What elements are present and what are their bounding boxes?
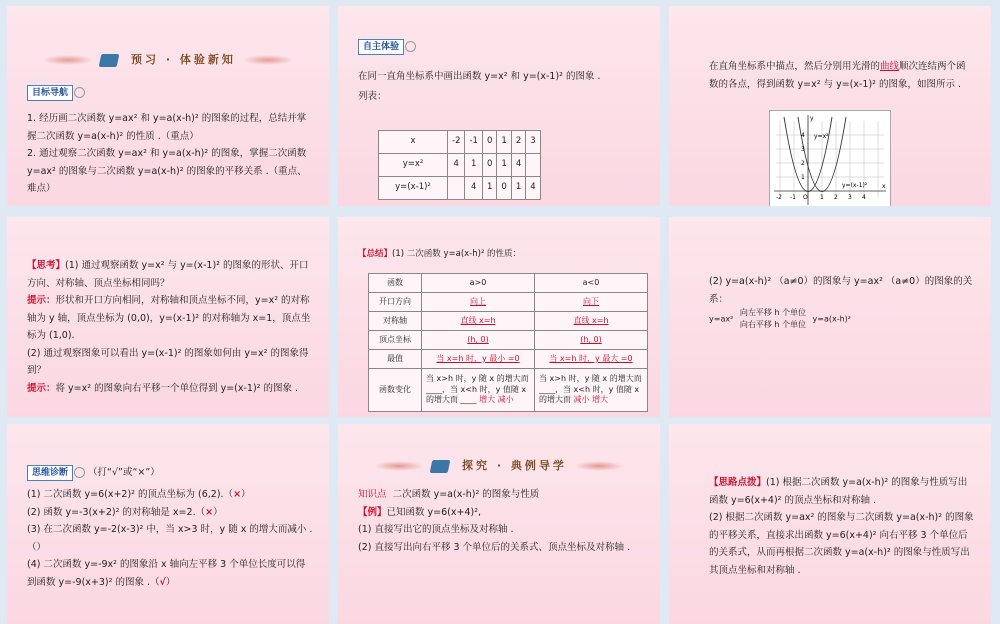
list-label: 列表：	[358, 91, 387, 102]
value-table	[378, 130, 541, 200]
svg-text:-1: -1	[790, 194, 796, 201]
slide-self-experience	[338, 6, 660, 206]
slide-preview	[7, 6, 329, 206]
goal-list	[27, 110, 313, 198]
svg-text:4: 4	[862, 194, 866, 201]
slide-diagnosis	[7, 424, 329, 624]
parabola-graph	[769, 110, 891, 206]
section-badge: 思维诊断	[27, 465, 73, 481]
book-icon	[99, 54, 120, 67]
list-item: (3) 在二次函数 y=-2(x-3)² 中，当 x>3 时，y 随 x 的增大而减小 .（）	[27, 524, 313, 553]
svg-text:O: O	[803, 194, 808, 201]
relation-text: (2) y=a(x-h)² （a≠0）的图象与 y=ax² （a≠0）的图象的关系：	[709, 276, 973, 305]
book-icon	[430, 460, 451, 473]
arrow-right: 向右平移 h 个单位	[739, 320, 806, 329]
graph-description: 在直角坐标系中描点，然后分别用光滑的曲线顺次连结两个函数的各点，得到函数 y=x² 与 y=(x-1)² 的图象，如图所示 .	[709, 61, 966, 90]
svg-text:-2: -2	[776, 194, 782, 201]
slide-summary	[338, 217, 660, 417]
example-content: 知识点 二次函数 y=a(x-h)² 的图象与性质 【例】已知函数 y=6(x+4)², (1) 直接写出它的顶点坐标及对称轴 . (2) 直接写出向右平移 3 个单位后的关系式、顶点坐标及对称轴 .	[358, 489, 631, 553]
list-item: (4) 二次函数 y=-9x² 的图象沿 x 轴向左平移 3 个单位长度可以得到函数 y=-9(x+3)² 的图象 .（√）	[27, 559, 306, 588]
translation-diagram: y=ax² 向左平移 h 个单位 向右平移 h 个单位 y=a(x-h)²	[709, 308, 852, 329]
hint-content: 【思路点拨】(1) 根据二次函数 y=a(x-h)² 的图象与性质写出函数 y=6(x+4)² 的顶点坐标和对称轴 . (2) 根据二次函数 y=ax² 的图象与二次函数 y=a(x-h)² 的图象的平移关系，直接求出函数 y=6(x+4)² 向右平移 3 个单位后的关系式，从而再根据二次函数 y=a(x-h)² 的图象与性质写出其顶点坐标和对称轴 .	[709, 477, 974, 576]
svg-text:y: y	[810, 115, 814, 122]
slide-translation	[669, 217, 991, 417]
svg-text:2: 2	[834, 194, 838, 201]
svg-text:4: 4	[801, 132, 805, 139]
banner-decor	[43, 55, 93, 65]
arrow-left: 向左平移 h 个单位	[739, 308, 806, 317]
svg-text:x: x	[882, 183, 886, 190]
curve-label: y=(x-1)²	[842, 182, 868, 189]
goal-item: 1. 经历画二次函数 y=ax² 和 y=a(x-h)² 的图象的过程，总结并掌握二次函数 y=a(x-h)² 的性质 .（重点）	[27, 113, 307, 142]
banner	[7, 50, 329, 70]
property-table: 函数 a>0 a<0 开口方向 向上 向下 对称轴 直线 x=h 直线 x=h 顶点坐标 (h, 0) (h, 0) 最值 当 x=h 时，y 最小 =0 当 x=h 时，y 最大 =0 函数变化 当 x>h 时，y 随 x 的增大而 ____，当 x<h 时，y 值随 x 的增大而 ____ 增大 减小 当 x>h 时，y 随 x 的增大而 ____，当 x<h 时，y 值随 x 的增大而 减小 增大	[368, 273, 648, 412]
intro-text: 在同一直角坐标系中画出函数 y=x² 和 y=(x-1)² 的图象 .	[358, 71, 601, 82]
table-row: x -2 -1 0 1 2 3	[379, 131, 541, 154]
summary-title: 【总结】(1) 二次函数 y=a(x-h)² 的性质：	[358, 249, 522, 259]
list-item: (2) 函数 y=-3(x+2)² 的对称轴是 x=2.（×）	[27, 506, 223, 518]
svg-text:2: 2	[801, 160, 805, 167]
banner-title: 预习 · 体验新知	[131, 53, 236, 66]
instruction: （打“√”或“×”）	[88, 467, 160, 478]
swirl-icon	[405, 41, 416, 52]
curve-label: y=x²	[814, 133, 829, 140]
section-badge: 自主体验	[358, 39, 404, 55]
banner	[338, 456, 660, 476]
goal-item: 2. 通过观察二次函数 y=ax² 和 y=a(x-h)² 的图象，掌握二次函数 y=ax² 的图象与二次函数 y=a(x-h)² 的图象的平移关系 .（重点、难点）	[27, 148, 307, 195]
answer-blank: 曲线	[880, 61, 900, 72]
list-item: (1) 二次函数 y=6(x+2)² 的顶点坐标为 (6,2).（×）	[27, 489, 251, 500]
svg-text:1: 1	[820, 194, 824, 201]
svg-text:1: 1	[801, 174, 805, 181]
swirl-icon	[74, 87, 85, 98]
slide-thinking	[7, 217, 329, 417]
judge-list	[27, 486, 313, 591]
banner-decor	[374, 461, 424, 471]
table-row: y=x² 4 1 0 1 4	[379, 154, 541, 177]
slide-graph	[669, 6, 991, 206]
slide-example	[338, 424, 660, 624]
banner-title: 探究 · 典例导学	[462, 459, 567, 472]
svg-text:3: 3	[801, 146, 805, 153]
slide-hint	[669, 424, 991, 624]
table-row: y=(x-1)² 4 1 0 1 4	[379, 177, 541, 200]
swirl-icon	[74, 467, 85, 478]
banner-decor	[243, 55, 293, 65]
section-badge: 目标导航	[27, 85, 73, 101]
svg-text:3: 3	[848, 194, 852, 201]
banner-decor	[574, 461, 624, 471]
thinking-content: 【思考】(1) 通过观察函数 y=x² 与 y=(x-1)² 的图象的形状、开口方向、对称轴、顶点坐标相同吗？ 提示：形状和开口方向相同，对称轴和顶点坐标不同，y=x² 的对称轴为 y 轴，顶点坐标为 (0,0)，y=(x-1)² 的对称轴为 x=1，顶点坐标为 (1,0). (2) 通过观察图象可以看出 y=(x-1)² 的图象如何由 y=x² 的图象得到？ 提示：将 y=x² 的图象向右平移一个单位得到 y=(x-1)² 的图象 .	[27, 260, 311, 394]
